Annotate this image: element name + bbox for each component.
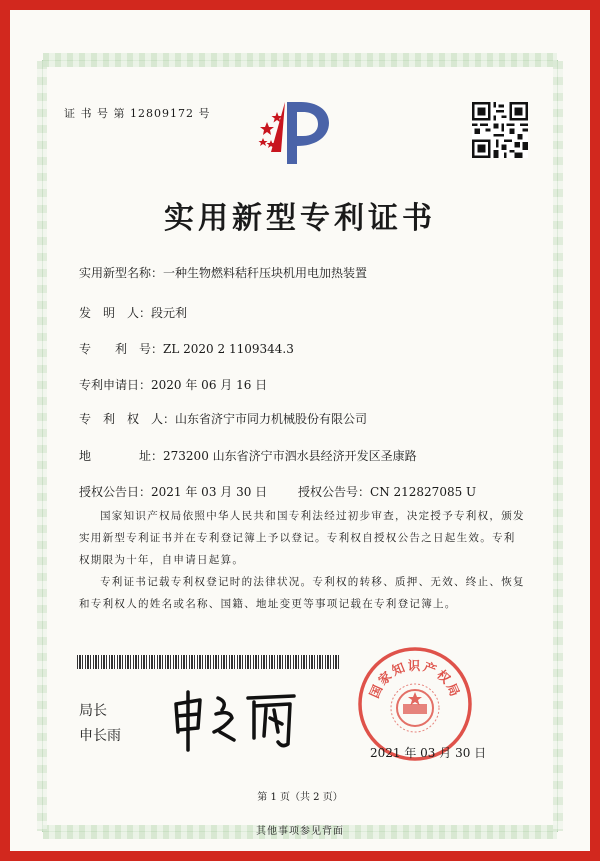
field-announcement-number <box>298 483 476 500</box>
director-title: 局长 <box>79 703 107 719</box>
field-label: 授权公告号： <box>298 485 371 499</box>
field-address <box>79 447 417 464</box>
field-application-date <box>79 376 267 393</box>
qr-code-icon <box>472 102 528 158</box>
director-name: 申长雨 <box>79 728 121 744</box>
field-value: 段元利 <box>151 306 188 320</box>
field-value: 一种生物燃料秸秆压块机用电加热装置 <box>163 266 368 280</box>
border-top-ornament <box>43 53 557 67</box>
field-label: 专利申请日： <box>79 378 152 392</box>
seal-text: 国家知识产权局 <box>366 658 464 701</box>
field-value: CN 212827085 U <box>370 485 477 499</box>
field-label: 实用新型名称： <box>79 266 164 280</box>
field-label: 地 址： <box>79 449 164 463</box>
seal-date: 2021 年 03 月 30 日 <box>370 746 487 760</box>
field-label: 发 明 人： <box>79 306 152 320</box>
border-right-ornament <box>553 61 563 831</box>
field-value: 2020 年 06 月 16 日 <box>151 378 268 392</box>
footer-note: 其他事项参见背面 <box>256 826 344 837</box>
barcode-icon <box>77 655 339 669</box>
legal-notice <box>79 505 527 615</box>
field-utility-model-name <box>79 264 367 281</box>
page-number: 第 1 页（共 2 页） <box>257 792 343 803</box>
signature-icon <box>170 688 300 753</box>
field-value: 273200 山东省济宁市泗水县经济开发区圣康路 <box>163 449 417 463</box>
field-value: ZL 2020 2 1109344.3 <box>163 342 294 356</box>
field-label: 专 利 号： <box>79 342 164 356</box>
field-label: 专 利 权 人： <box>79 412 176 426</box>
decorative-border <box>42 60 558 832</box>
field-label: 授权公告日： <box>79 485 152 499</box>
field-inventor <box>79 304 187 321</box>
notice-paragraph: 专利证书记载专利权登记时的法律状况。专利权的转移、质押、无效、终止、恢复和专利权人的姓名或名称、国籍、地址变更等事项记载在专利登记簿上。 <box>79 576 525 610</box>
field-patent-number <box>79 340 294 357</box>
field-value: 山东省济宁市同力机械股份有限公司 <box>175 412 368 426</box>
border-left-ornament <box>37 61 47 831</box>
certificate-number: 证 书 号 第 12809172 号 <box>64 107 211 120</box>
field-value: 2021 年 03 月 30 日 <box>151 485 268 499</box>
field-grant-date <box>79 483 267 500</box>
certificate-title: 实用新型专利证书 <box>164 201 436 236</box>
cnipa-logo-icon <box>255 90 335 170</box>
notice-paragraph: 国家知识产权局依照中华人民共和国专利法经过初步审查，决定授予专利权，颁发实用新型专利证书并在专利登记簿上予以登记。专利权自授权公告之日起生效。专利权期限为十年，自申请日起算。 <box>79 510 525 566</box>
field-patentee <box>79 410 367 427</box>
